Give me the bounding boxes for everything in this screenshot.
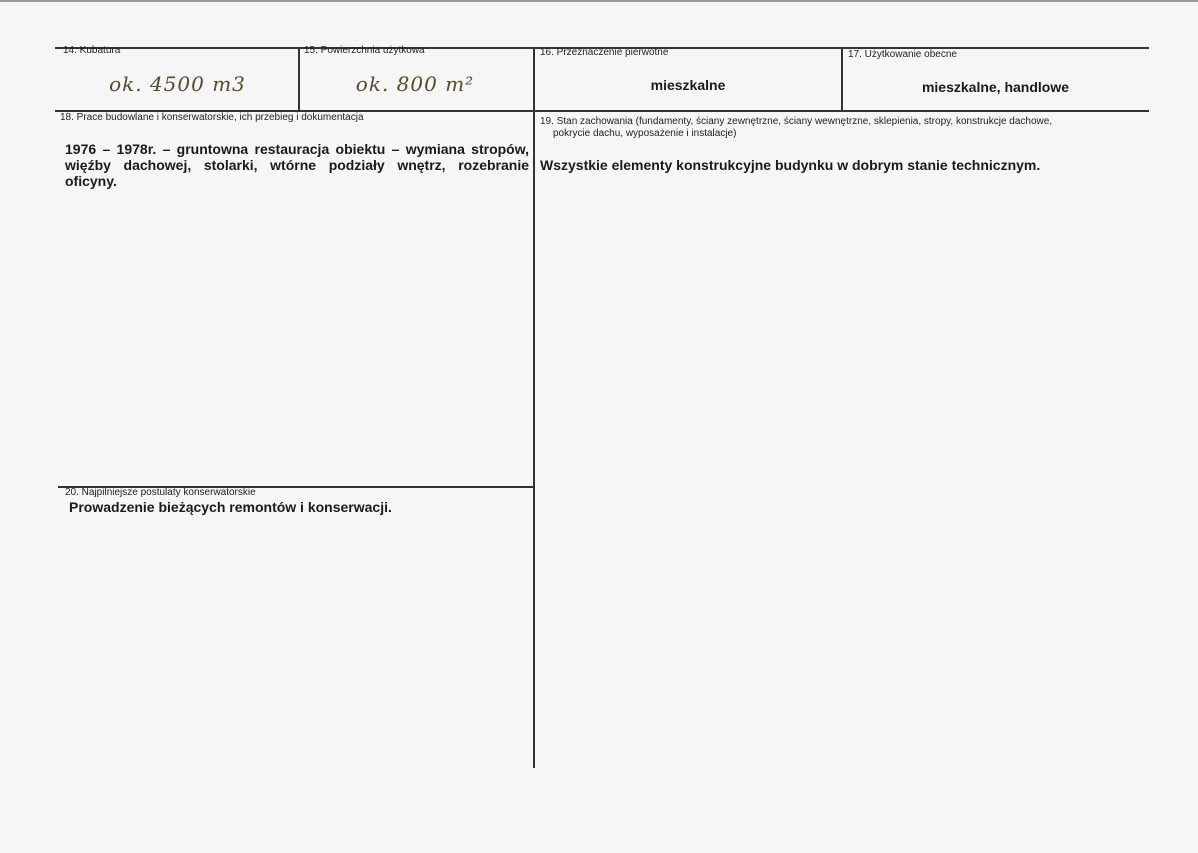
stan-value: Wszystkie elementy konstrukcyjne budynku w dobrym stanie technicznym.	[540, 157, 1041, 173]
stan-label-cont: pokrycie dachu, wyposażenie i instalacje)	[553, 128, 737, 139]
prace-label: 18. Prace budowlane i konserwatorskie, ich przebieg i dokumentacja	[60, 112, 364, 123]
scan-edge	[0, 0, 1198, 2]
powierzchnia-value: ok. 800 m²	[355, 72, 475, 96]
uzytkowanie-value: mieszkalne, handlowe	[921, 79, 1070, 95]
stan-label: 19. Stan zachowania (fundamenty, ściany zewnętrzne, ściany wewnętrzne, sklepienia, stropy, konstrukcje dachowe,	[540, 116, 1053, 127]
postulaty-value: Prowadzenie bieżących remontów i konserwacji.	[69, 499, 392, 515]
przeznaczenie-label: 16. Przeznaczenie pierwotne	[540, 47, 669, 58]
przeznaczenie-value: mieszkalne	[650, 77, 726, 93]
powierzchnia-label: 15. Powierzchnia użytkowa	[304, 45, 425, 56]
prace-value: 1976 – 1978r. – gruntowna restauracja obiektu – wymiana stropów, więźby dachowej, stolarki, wtórne podziały wnętrz, rozebranie oficyny.	[65, 141, 529, 189]
kubatura-value: ok. 4500 m3	[109, 72, 246, 96]
col-divider-main	[533, 47, 535, 768]
kubatura-label: 14. Kubatura	[63, 45, 121, 56]
uzytkowanie-label: 17. Użytkowanie obecne	[848, 49, 957, 60]
postulaty-label: 20. Najpilniejsze postulaty konserwatorskie	[65, 487, 256, 498]
